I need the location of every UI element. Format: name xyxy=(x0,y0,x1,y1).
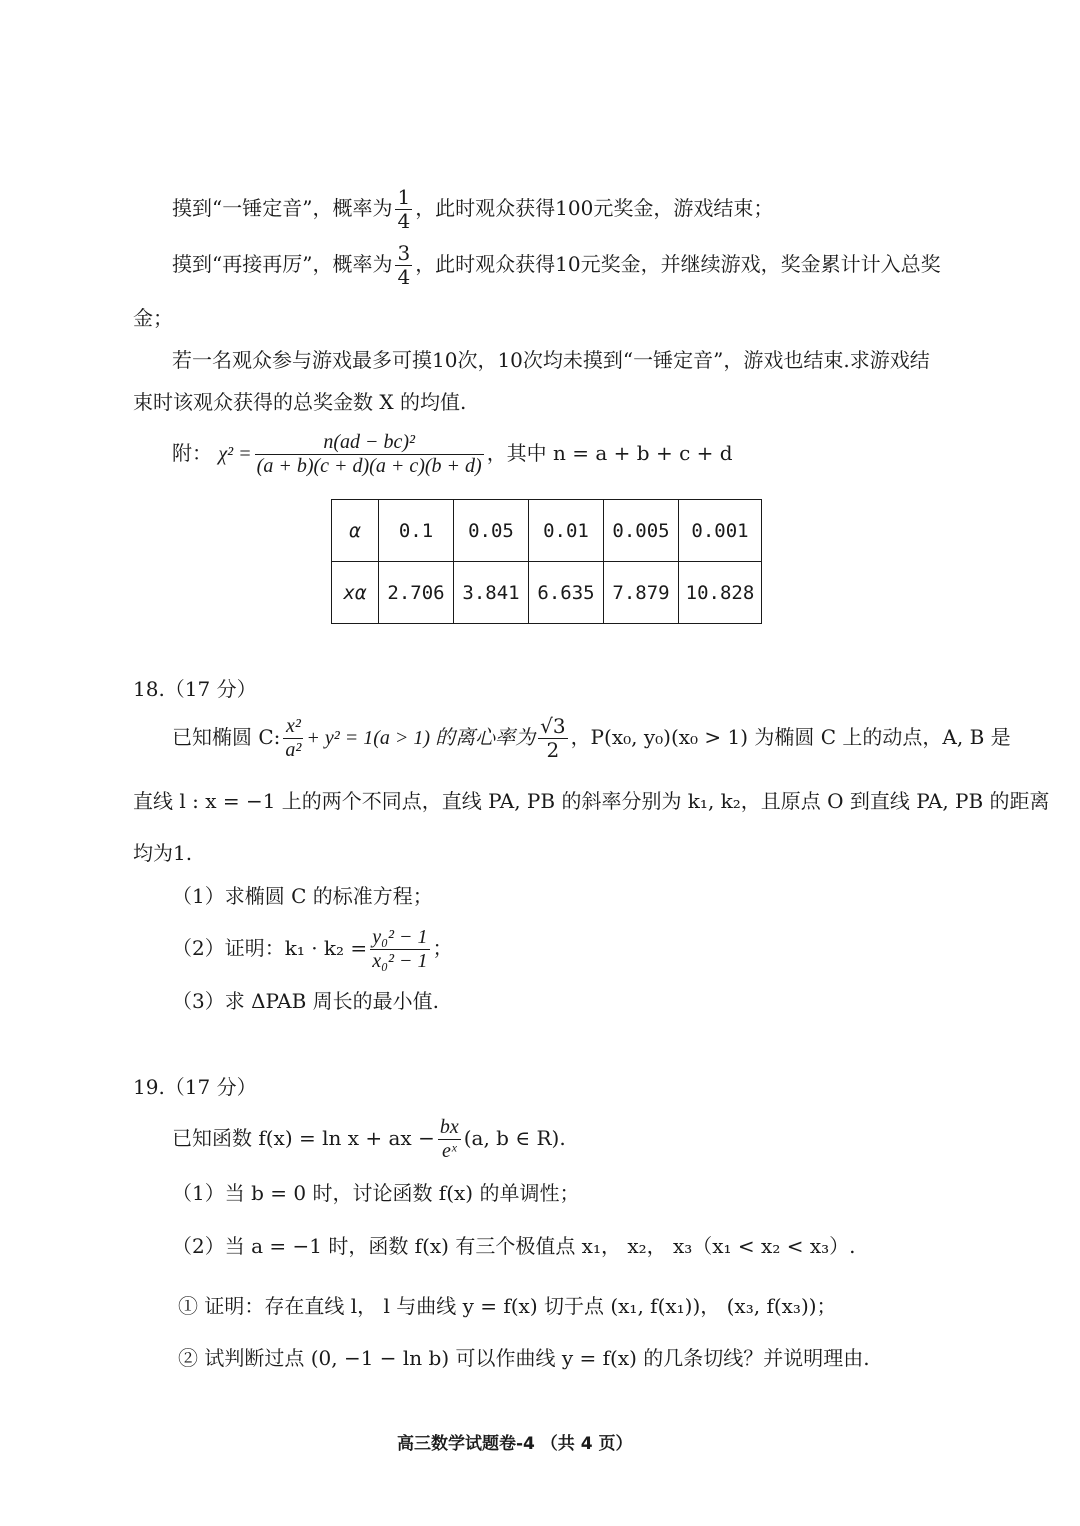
table-cell: 3.841 xyxy=(454,562,529,624)
table-cell: 2.706 xyxy=(379,562,454,624)
q18-part-2: （2）证明：k₁ · k₂ = $\frac{\text{y₀² − 1}}{\text{x₀² − 1}}$ ； xyxy=(172,926,453,972)
table-cell: 0.001 xyxy=(679,500,762,562)
probability-one-quarter: $\frac{1}{4}$ xyxy=(397,185,411,233)
table-cell: 0.05 xyxy=(454,500,529,562)
q17-line-3: 金； xyxy=(133,306,173,330)
chi-square-formula: 附： χ² = $\frac{\text{n(ad − bc)²}}{(a + b)(c + d)(a + c)(b + d)}$ ，其中 n = a + b + c + d xyxy=(172,431,733,477)
table-row xyxy=(332,562,762,624)
q19-part-1: （1）当 b = 0 时，讨论函数 f(x) 的单调性； xyxy=(172,1181,580,1205)
function-fraction: $\frac{bx}{\text{eˣ}}$ xyxy=(439,1116,459,1162)
q19-part-2: （2）当 a = −1 时，函数 f(x) 有三个极值点 x₁， x₂， x₃（x₁ < x₂ < x₃）. xyxy=(172,1234,856,1258)
critical-value-table xyxy=(331,499,762,624)
ellipse-fraction: $\frac{\text{x²}}{\text{a²}}$ xyxy=(285,715,302,761)
table-cell: 0.1 xyxy=(379,500,454,562)
q18-line-2: 直线 l : x = −1 上的两个不同点，直线 PA, PB 的斜率分别为 k₁, k₂，且原点 O 到直线 PA, PB 的距离 xyxy=(133,789,1050,813)
q19-intro: 已知函数 f(x) = ln x + ax − $\frac{bx}{\text{eˣ}}$ (a, b ∈ R). xyxy=(172,1116,566,1162)
table-header-alpha: α xyxy=(332,500,379,562)
q18-heading: 18.（17 分） xyxy=(133,677,257,701)
q18-part-1: （1）求椭圆 C 的标准方程； xyxy=(172,884,433,908)
table-cell: 6.635 xyxy=(529,562,604,624)
chi-square-fraction: $\frac{\text{n(ad − bc)²}}{(a + b)(c + d)(a + c)(b + d)}$ xyxy=(256,431,482,477)
table-row xyxy=(332,500,762,562)
q19-sub-2: ② 试判断过点 (0, −1 − ln b) 可以作曲线 y = f(x) 的几条切线？并说明理由. xyxy=(178,1346,870,1370)
slope-product-fraction: $\frac{\text{y₀² − 1}}{\text{x₀² − 1}}$ xyxy=(372,926,428,972)
q18-part-3: （3）求 ΔPAB 周长的最小值. xyxy=(172,989,440,1013)
page-footer: 高三数学试题卷-4 （共 4 页） xyxy=(397,1434,633,1454)
table-header-x-alpha: xα xyxy=(332,562,379,624)
table-cell: 7.879 xyxy=(604,562,679,624)
q18-intro: 已知椭圆 C: $\frac{\text{x²}}{\text{a²}}$ + y² = 1(a > 1) 的离心率为 $\frac{√3}{2}$ ，P(x₀, y₀)(x₀ > 1) 为椭圆 C 上的动点，A, B 是 xyxy=(172,714,1011,762)
q18-line-3: 均为1. xyxy=(133,841,193,865)
table-cell: 10.828 xyxy=(679,562,762,624)
q17-line-2: 摸到“再接再厉”，概率为 $\frac{3}{4}$ ，此时观众获得10元奖金，并继续游戏，奖金累计计入总奖 xyxy=(172,241,941,289)
table-cell: 0.01 xyxy=(529,500,604,562)
eccentricity-fraction: $\frac{√3}{2}$ xyxy=(540,714,566,762)
q17-line-1: 摸到“一锤定音”，概率为 $\frac{1}{4}$ ，此时观众获得100元奖金，游戏结束； xyxy=(172,185,774,233)
probability-three-quarters: $\frac{3}{4}$ xyxy=(397,241,411,289)
q19-sub-1: ① 证明：存在直线 l， l 与曲线 y = f(x) 切于点 (x₁, f(x₁))， (x₃, f(x₃))； xyxy=(178,1294,837,1318)
q19-heading: 19.（17 分） xyxy=(133,1075,257,1099)
table-cell: 0.005 xyxy=(604,500,679,562)
q17-line-5: 束时该观众获得的总奖金数 X 的均值. xyxy=(133,390,467,414)
q17-line-4: 若一名观众参与游戏最多可摸10次，10次均未摸到“一锤定音”，游戏也结束.求游戏结 xyxy=(172,348,930,372)
